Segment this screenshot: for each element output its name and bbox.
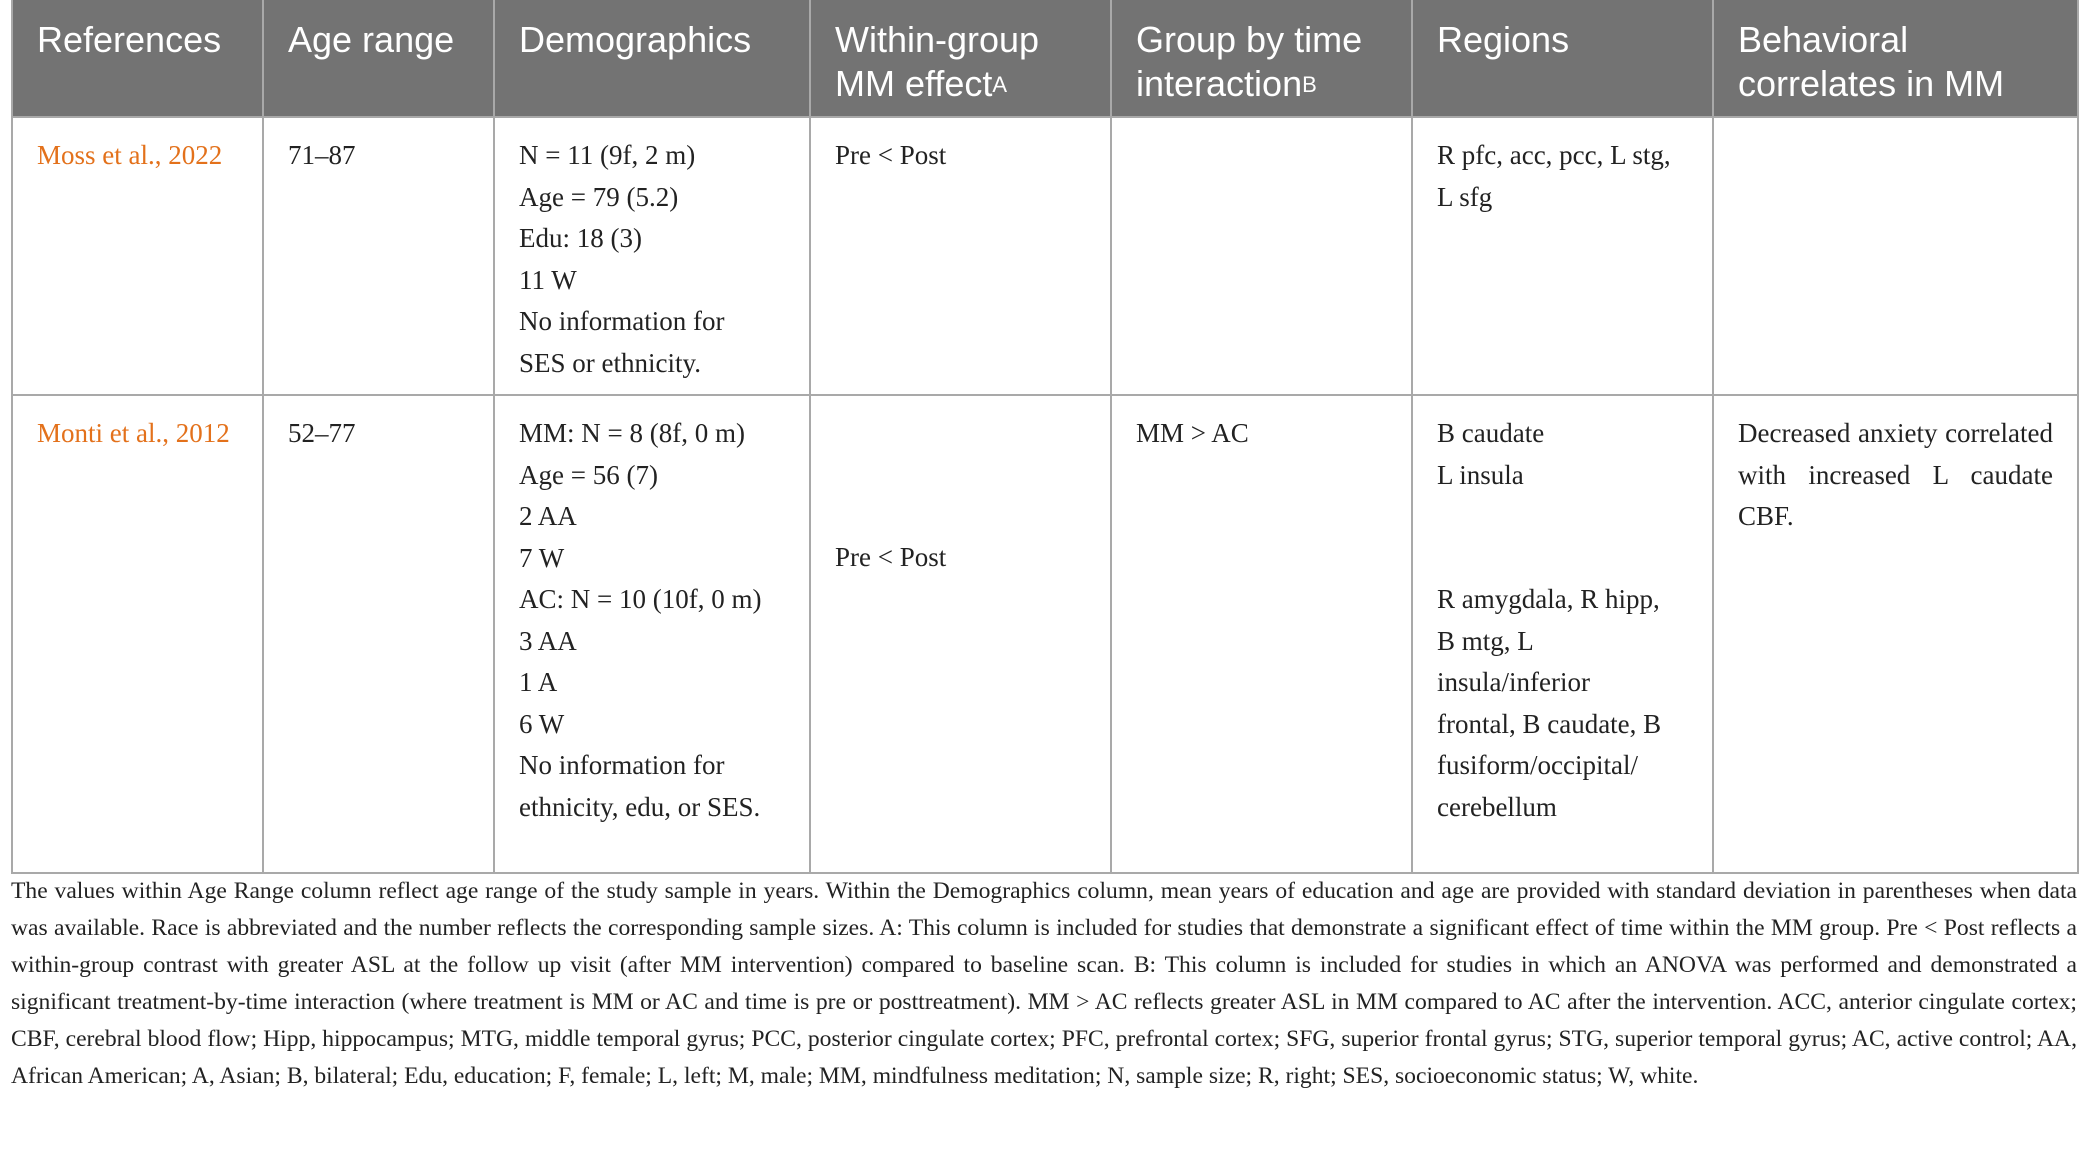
demographic-line: Age = 56 (7) xyxy=(519,459,658,490)
data-table xyxy=(11,0,2079,874)
region-line: B caudate xyxy=(1437,418,1545,448)
header-demographics: Demographics xyxy=(494,0,810,117)
demographic-line: Age = 79 (5.2) xyxy=(519,181,679,212)
cell-demographics xyxy=(494,117,810,395)
header-group-by-time: Group by time interaction$^B$ xyxy=(1111,0,1412,117)
region-line: L sfg xyxy=(1437,181,1493,212)
demographic-line: 11 W xyxy=(519,264,577,295)
demographic-line: 2 AA xyxy=(519,501,577,531)
demographic-line: ethnicity, edu, or SES. xyxy=(519,791,761,822)
cell-behavioral: Decreased anxiety correlated with increased L caudate CBF. xyxy=(1713,395,2078,873)
cell-reference xyxy=(12,395,263,873)
demographic-line: 6 W xyxy=(519,708,565,739)
table-caption: The values within Age Range column reflect age range of the study sample in years. Within the Demographics column, mean years of education and age are provided with standard deviation in parentheses when data was available. Race is abbreviated and the number reflects the corresponding sample sizes. A: This column is included for studies that demonstrate a significant effect of time within the MM group. Pre < Post reflects a within-group contrast with greater ASL at the follow up visit (after MM intervention) compared to baseline scan. B: This column is included for studies in which an ANOVA was performed and demonstrated a significant treatment-by-time interaction (where treatment is MM or AC and time is pre or posttreatment). MM > AC reflects greater ASL in MM compared to AC after the intervention. ACC, anterior cingulate cortex; CBF, cerebral blood flow; Hipp, hippocampus; MTG, middle temporal gyrus; PCC, posterior cingulate cortex; PFC, prefrontal cortex; SFG, superior frontal gyrus; STG, superior temporal gyrus; AC, active control; AA, African American; A, Asian; B, bilateral; Edu, education; F, female; L, left; M, male; MM, mindfulness meditation; N, sample size; R, right; SES, socioeconomic status; W, white. xyxy=(11,878,2077,1089)
region-line: frontal, B caudate, B xyxy=(1437,708,1662,739)
cell-group-by-time: MM > AC xyxy=(1111,395,1412,873)
cell-within-group: Pre < Post xyxy=(810,117,1111,395)
region-line: R pfc, acc, pcc, L stg, xyxy=(1437,140,1671,170)
demographic-line: No information for xyxy=(519,750,725,780)
cell-regions xyxy=(1412,117,1713,395)
cell-regions xyxy=(1412,395,1713,873)
demographic-line: SES or ethnicity. xyxy=(519,347,701,378)
table-header xyxy=(12,0,2078,117)
demographic-line: 1 A xyxy=(519,667,558,697)
cell-reference xyxy=(12,117,263,395)
demographic-line: Edu: 18 (3) xyxy=(519,223,642,253)
within-group-value: Pre < Post xyxy=(835,542,947,572)
demographic-line: N = 11 (9f, 2 m) xyxy=(519,140,696,170)
cell-demographics xyxy=(494,395,810,873)
demographic-line: MM: N = 8 (8f, 0 m) xyxy=(519,418,745,448)
cell-group-by-time xyxy=(1111,117,1412,395)
cell-age-range: 71–87 xyxy=(263,117,494,395)
region-line: B mtg, L xyxy=(1437,625,1534,656)
region-line: insula/inferior xyxy=(1437,667,1590,697)
header-references: References xyxy=(12,0,263,117)
demographic-line: 3 AA xyxy=(519,625,577,656)
header-age-range: Age range xyxy=(263,0,494,117)
region-line: L insula xyxy=(1437,459,1524,490)
table-row xyxy=(12,395,2078,873)
table-row xyxy=(12,117,2078,395)
cell-age-range: 52–77 xyxy=(263,395,494,873)
cell-behavioral xyxy=(1713,117,2078,395)
region-line: fusiform/occipital/ xyxy=(1437,750,1638,780)
demographic-line: 7 W xyxy=(519,542,565,573)
reference-link-moss[interactable]: Moss et al., 2022 xyxy=(37,140,223,170)
demographic-line: No information for xyxy=(519,306,725,336)
header-behavioral: Behavioral correlates in MM xyxy=(1713,0,2078,117)
header-regions: Regions xyxy=(1412,0,1713,117)
table-body xyxy=(12,117,2078,873)
reference-link-monti[interactable]: Monti et al., 2012 xyxy=(37,418,230,448)
header-within-group: Within-group MM effect$^A$ xyxy=(810,0,1111,117)
region-line: R amygdala, R hipp, xyxy=(1437,584,1660,614)
header-row xyxy=(12,0,2078,117)
demographic-line: AC: N = 10 (10f, 0 m) xyxy=(519,584,762,614)
region-line: cerebellum xyxy=(1437,791,1557,822)
data-table-container xyxy=(11,0,2077,874)
cell-within-group xyxy=(810,395,1111,873)
